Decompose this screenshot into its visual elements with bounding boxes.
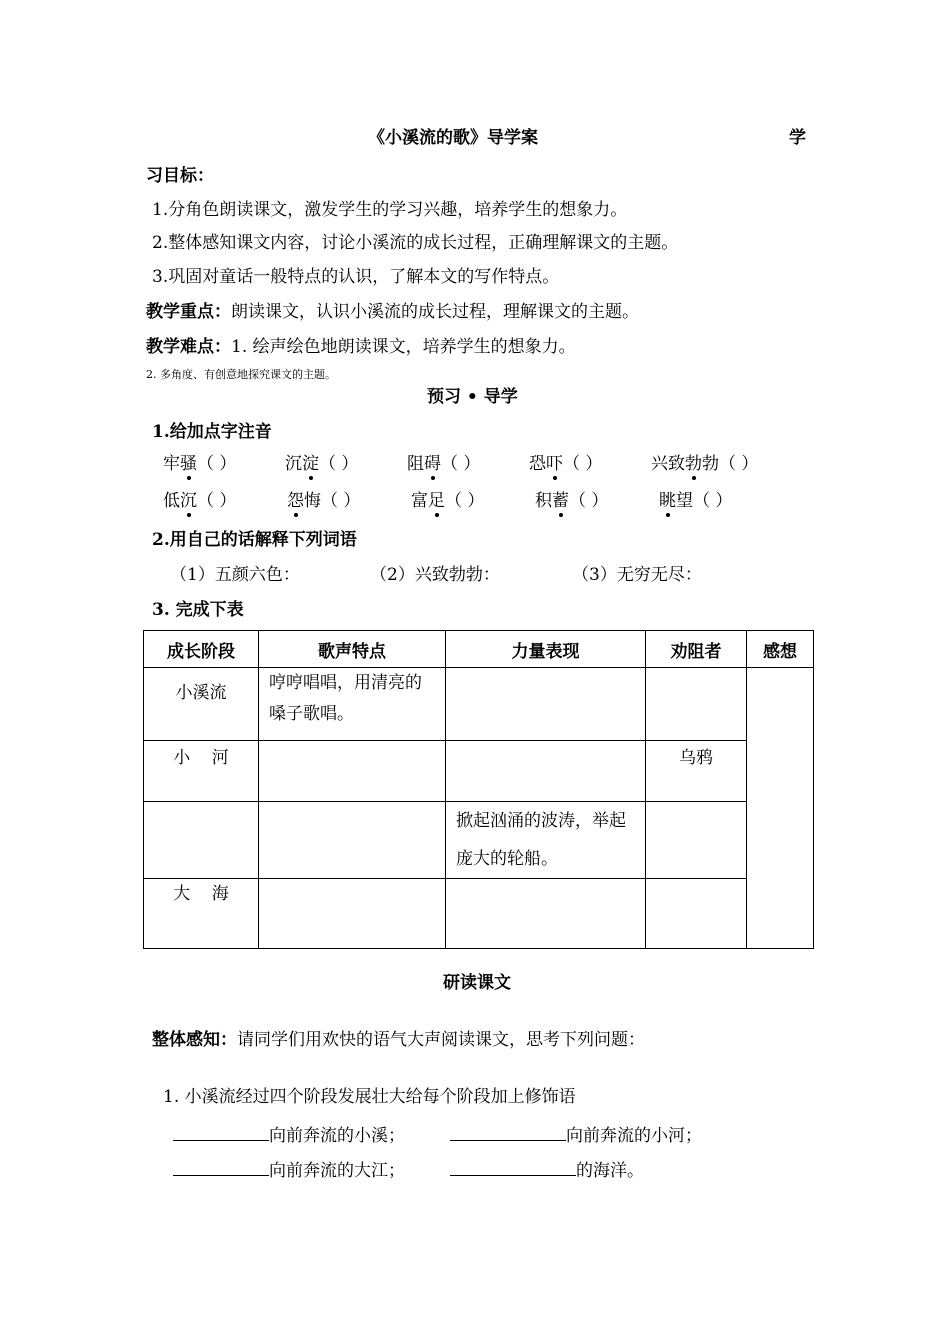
study-question-1: 1. 小溪流经过四个阶段发展壮大给每个阶段加上修饰语: [163, 1087, 576, 1107]
study-intro-label: 整体感知：: [152, 1030, 237, 1050]
table-cell: [646, 879, 747, 949]
q2-item: （2）兴致勃勃：: [370, 565, 500, 585]
pinyin-item: 怨悔（ ）: [287, 491, 361, 511]
fill-line-4: [450, 1157, 644, 1181]
q2-item: （3）无穷无尽：: [572, 565, 702, 585]
objectives-heading: 习目标：: [146, 166, 214, 186]
pinyin-item: 兴致勃勃（ ）: [651, 454, 759, 474]
table-cell: [446, 879, 646, 949]
q3-heading: 3. 完成下表: [152, 600, 244, 620]
table-row: [144, 741, 814, 802]
table-header-cell: 歌声特点: [259, 631, 446, 668]
study-heading: 研读课文: [443, 973, 511, 993]
table-cell: [446, 668, 646, 741]
table-header-row: [144, 631, 814, 668]
difficulty-text: 1. 绘声绘色地朗读课文，培养学生的想象力。: [231, 337, 576, 357]
pinyin-item: 沉淀（ ）: [285, 454, 359, 474]
study-intro: [152, 1030, 645, 1050]
pinyin-item: 牢骚（ ）: [163, 454, 237, 474]
table-cell: 掀起汹涌的波涛，举起庞大的轮船。: [446, 802, 646, 879]
pinyin-item: 低沉（ ）: [163, 491, 237, 511]
table-header-cell: 感想: [747, 631, 814, 668]
table-cell: [646, 668, 747, 741]
pinyin-row-2: [163, 491, 732, 511]
table-header-cell: 力量表现: [446, 631, 646, 668]
table-row: [144, 879, 814, 949]
table-cell: [259, 802, 446, 879]
table-cell: [144, 802, 259, 879]
difficulty-line: [146, 337, 576, 357]
q1-heading: 1.给加点字注音: [152, 422, 272, 442]
fill-blank[interactable]: [173, 1122, 269, 1141]
title-corner-char: 学: [789, 128, 806, 148]
fill-text: 向前奔流的小河；: [566, 1126, 702, 1146]
pinyin-item: 阻碍（ ）: [407, 454, 481, 474]
fill-text: 的海洋。: [576, 1161, 644, 1181]
table-cell-feelings: [747, 668, 814, 949]
pinyin-item: 富足（ ）: [411, 491, 485, 511]
table-header-cell: 成长阶段: [144, 631, 259, 668]
table-header-cell: 劝阻者: [646, 631, 747, 668]
pinyin-row-1: [163, 454, 758, 474]
table-cell: 小 河: [144, 741, 259, 802]
q2-heading: 2.用自己的话解释下列词语: [152, 530, 357, 550]
table-cell: [259, 741, 446, 802]
objective-item: 3.巩固对童话一般特点的认识，了解本文的写作特点。: [152, 267, 560, 287]
key-point-label: 教学重点：: [146, 302, 231, 322]
key-point-line: [146, 302, 639, 322]
objective-item: 1.分角色朗读课文，激发学生的学习兴趣，培养学生的想象力。: [152, 200, 628, 220]
difficulty-item-2: 2. 多角度、有创意地探究课文的主题。: [146, 368, 336, 381]
study-intro-text: 请同学们用欢快的语气大声阅读课文，思考下列问题：: [237, 1030, 645, 1050]
table-cell: 哼哼唱唱，用清亮的嗓子歌唱。: [259, 668, 446, 741]
table-row: [144, 802, 814, 879]
pinyin-item: 眺望（ ）: [659, 491, 733, 511]
table-cell: [259, 879, 446, 949]
fill-line-1: [173, 1122, 405, 1146]
pinyin-item: 恐吓（ ）: [529, 454, 603, 474]
fill-line-3: [173, 1157, 405, 1181]
pinyin-item: 积蓄（ ）: [535, 491, 609, 511]
key-point-text: 朗读课文，认识小溪流的成长过程，理解课文的主题。: [231, 302, 639, 322]
table-cell: 乌鸦: [646, 741, 747, 802]
fill-text: 向前奔流的小溪；: [269, 1126, 405, 1146]
table-row: [144, 668, 814, 741]
objective-item: 2.整体感知课文内容，讨论小溪流的成长过程，正确理解课文的主题。: [152, 233, 679, 253]
difficulty-label: 教学难点：: [146, 337, 231, 357]
fill-text: 向前奔流的大江；: [269, 1161, 405, 1181]
table-cell: [646, 802, 747, 879]
fill-line-2: [450, 1122, 702, 1146]
table-cell: [446, 741, 646, 802]
fill-blank[interactable]: [450, 1157, 576, 1176]
table-cell: 小溪流: [144, 668, 259, 741]
fill-blank[interactable]: [173, 1157, 269, 1176]
table-cell: 大 海: [144, 879, 259, 949]
preview-heading: 预习 • 导学: [427, 387, 518, 407]
page-title: 《小溪流的歌》导学案: [368, 128, 538, 148]
q2-item: （1）五颜六色：: [170, 565, 300, 585]
growth-stage-table: [143, 630, 814, 949]
fill-blank[interactable]: [450, 1122, 566, 1141]
